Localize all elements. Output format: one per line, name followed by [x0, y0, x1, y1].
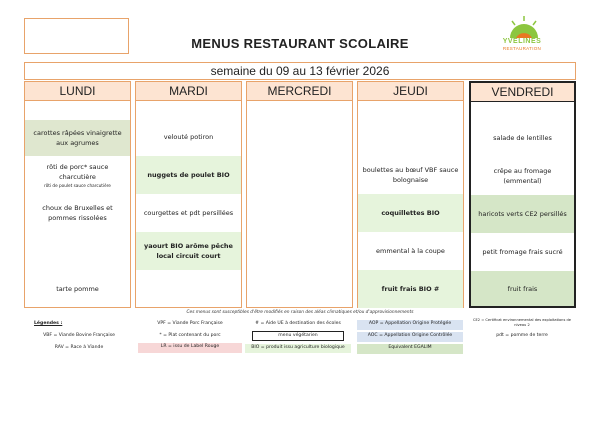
day-column-mardi	[135, 81, 242, 308]
day-column-jeudi	[357, 81, 464, 308]
logo-placeholder	[24, 18, 129, 54]
menu-item	[136, 270, 241, 308]
menu-item-alternative: rôti de poulet sauce charcutière	[44, 182, 111, 188]
legend-vpf: VPF = Viande Porc Française	[157, 321, 223, 326]
day-header: MARDI	[136, 82, 241, 101]
menu-item: carottes râpées vinaigrette aux agrumes	[25, 120, 130, 156]
menu-item: fruit frais BIO #	[358, 270, 463, 308]
legend-egalim: Equivalent EGALIM	[357, 344, 463, 354]
day-header: JEUDI	[358, 82, 463, 101]
legend-ce2: CE2 = Certificat environnemental des exploitations de niveau 2	[473, 318, 571, 327]
legend-aide-ue: # = Aide UE à destination des écoles	[255, 321, 341, 326]
menu-item: crêpe au fromage (emmental)	[493, 167, 552, 185]
day-column-vendredi	[469, 81, 576, 308]
legend-aop: AOP = Appellation Origine Protégée	[357, 320, 463, 330]
menu-item: salade de lentilles	[493, 134, 552, 142]
legend-title: Légendes :	[34, 321, 63, 326]
menu-item: emmental à la coupe	[376, 247, 445, 255]
logo-line1: YVELINES	[502, 38, 542, 45]
menu-item	[358, 118, 463, 156]
legend-bio: BIO = produit issu agriculture biologique	[245, 344, 351, 353]
menu-item: courgettes et pdt persillées	[143, 209, 234, 217]
legend-vegetarian: menu végétarien	[252, 331, 344, 341]
legend-label-rouge: LR = issu de Label Rouge	[138, 343, 242, 353]
day-column-lundi	[24, 81, 131, 308]
yvelines-restauration-logo	[486, 12, 558, 60]
page-title: MENUS RESTAURANT SCOLAIRE	[191, 36, 409, 51]
menu-item: coquillettes BIO	[358, 194, 463, 232]
legend-aoc: AOC = Appellation Origine Contrôlée	[357, 332, 463, 342]
menu-item: fruit frais	[471, 271, 574, 306]
disclaimer-note: Ces menus sont susceptibles d'être modifiés en raison des aléas climatiques et/ou d'approvisionnements	[186, 310, 414, 315]
menu-item: velouté potiron	[163, 133, 214, 141]
legend-vbf: VBF = Viande Bovine Française	[43, 333, 115, 338]
menu-item: boulettes au bœuf VBF sauce bolognaise	[362, 166, 459, 184]
legend-porc: * = Plat contenant du porc	[159, 333, 221, 338]
legend-rav: RAV = Race à Viande	[54, 345, 104, 350]
day-header: VENDREDI	[471, 83, 574, 102]
logo-line2: RESTAURATION	[502, 46, 542, 51]
day-header: MERCREDI	[247, 82, 352, 101]
day-header: LUNDI	[25, 82, 130, 101]
menu-item: rôti de porc* sauce charcutière rôti de poulet sauce charcutière	[44, 162, 111, 188]
menu-item: petit fromage frais sucré	[482, 248, 563, 256]
menu-item: haricots verts CE2 persillés	[471, 195, 574, 233]
menu-item: choux de Bruxelles et pommes rissolées	[42, 204, 113, 222]
menu-item: tarte pomme	[56, 285, 99, 293]
menu-item: yaourt BIO arôme pêche local circuit court	[136, 232, 241, 270]
legend-pdt: pdt = pomme de terre	[496, 333, 548, 338]
day-column-mercredi	[246, 81, 353, 308]
menu-item: nuggets de poulet BIO	[136, 156, 241, 194]
menu-item	[25, 232, 130, 270]
week-range: semaine du 09 au 13 février 2026	[24, 62, 576, 80]
